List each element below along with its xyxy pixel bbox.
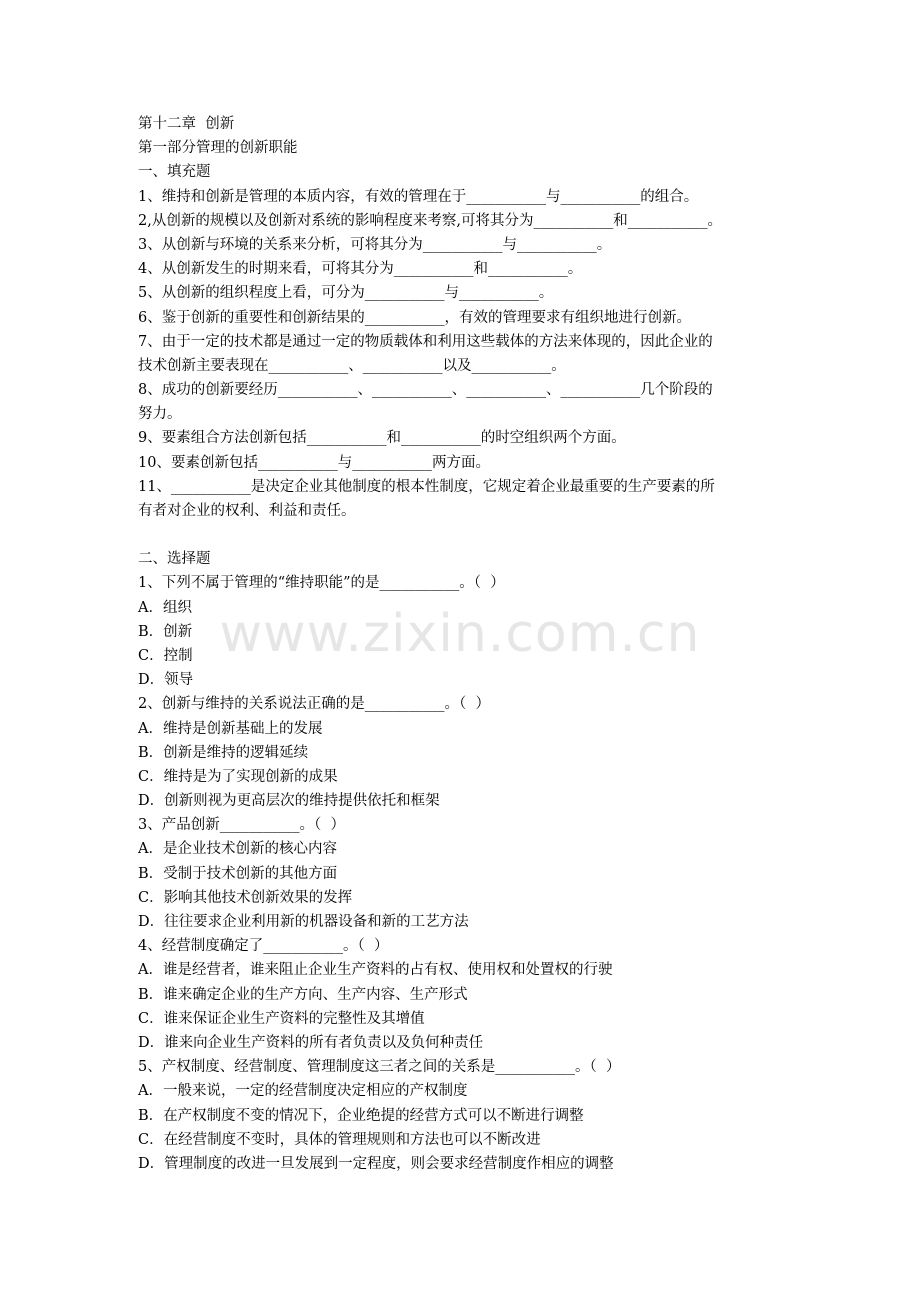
fill-question-7-line-1: 7、由于一定的技术都是通过一定的物质载体和利用这些载体的方法来体现的，因此企业的 — [138, 333, 713, 350]
choice-section-heading: 二、选择题 — [138, 551, 211, 568]
choice-option: A．维持是创新基础上的发展 — [138, 720, 323, 737]
choice-question-4: 4、经营制度确定了___________。（ ） — [138, 938, 389, 955]
choice-option: C．控制 — [138, 647, 193, 664]
choice-option: D．往往要求企业利用新的机器设备和新的工艺方法 — [138, 914, 469, 930]
fill-question-10: 10、要素创新包括___________与___________两方面。 — [138, 454, 490, 471]
fill-question-1: 1、维持和创新是管理的本质内容，有效的管理在于___________与___________的组合。 — [138, 188, 699, 205]
fill-question-9: 9、要素组合方法创新包括___________和___________的时空组织两个方面。 — [138, 430, 626, 447]
fill-question-7-line-2: 技术创新主要表现在___________、___________以及___________。 — [138, 357, 566, 374]
choice-question-5: 5、产权制度、经营制度、管理制度这三者之间的关系是___________。（ ） — [138, 1059, 621, 1076]
choice-option: A．是企业技术创新的核心内容 — [138, 841, 337, 858]
watermark: www.zixin.com.cn — [219, 604, 701, 664]
fill-question-11-line-2: 有者对企业的权利、利益和责任。 — [138, 503, 356, 519]
choice-option: B．创新 — [138, 623, 193, 640]
fill-question-3: 3、从创新与环境的关系来分析，可将其分为___________与___________。 — [138, 236, 612, 253]
fill-question-4: 4、从创新发生的时期来看，可将其分为___________和___________。 — [138, 261, 583, 278]
fill-section-heading: 一、填充题 — [138, 164, 211, 181]
chapter-title: 第十二章 创新 — [138, 116, 235, 132]
fill-question-11-line-1: 11、___________是决定企业其他制度的根本性制度，它规定着企业最重要的生产要素的所 — [138, 478, 715, 495]
document-body — [138, 112, 798, 1176]
choice-option: D．管理制度的改进一旦发展到一定程度，则会要求经营制度作相应的调整 — [138, 1155, 614, 1172]
fill-question-6: 6、鉴于创新的重要性和创新结果的___________，有效的管理要求有组织地进行创新。 — [138, 309, 691, 326]
choice-option: A．组织 — [138, 599, 192, 616]
choice-option: B．受制于技术创新的其他方面 — [138, 865, 338, 882]
choice-option: D．谁来向企业生产资料的所有者负责以及负何种责任 — [138, 1034, 484, 1051]
choice-option: C．影响其他技术创新效果的发挥 — [138, 889, 353, 906]
choice-question-1: 1、下列不属于管理的“维持职能”的是___________。（ ） — [138, 575, 505, 592]
choice-option: C．谁来保证企业生产资料的完整性及其增值 — [138, 1010, 425, 1027]
choice-option: C．维持是为了实现创新的成果 — [138, 768, 338, 785]
choice-option: B．创新是维持的逻辑延续 — [138, 744, 309, 761]
choice-option: A．一般来说，一定的经营制度决定相应的产权制度 — [138, 1083, 468, 1100]
choice-question-2: 2、创新与维持的关系说法正确的是___________。（ ） — [138, 696, 490, 713]
choice-option: B．谁来确定企业的生产方向、生产内容、生产形式 — [138, 986, 468, 1003]
choice-option: C．在经营制度不变时，具体的管理规则和方法也可以不断改进 — [138, 1131, 541, 1148]
fill-question-8-line-2: 努力。 — [138, 406, 182, 423]
section-spacer — [138, 523, 798, 547]
choice-option: D．创新则视为更高层次的维持提供依托和框架 — [138, 793, 440, 810]
choice-option: B．在产权制度不变的情况下，企业绝提的经营方式可以不断进行调整 — [138, 1107, 584, 1124]
choice-option: D．领导 — [138, 672, 194, 689]
choice-question-3: 3、产品创新___________。（ ） — [138, 817, 345, 834]
fill-question-8-line-1: 8、成功的创新要经历___________、___________、___________、___________几个阶段的 — [138, 382, 713, 399]
fill-question-2: 2,从创新的规模以及创新对系统的影响程度来考察,可将其分为___________和___________。 — [138, 212, 722, 229]
choice-option: A．谁是经营者，谁来阻止企业生产资料的占有权、使用权和处置权的行驶 — [138, 962, 613, 979]
fill-question-5: 5、从创新的组织程度上看，可分为___________与___________。 — [138, 285, 554, 302]
part-title: 第一部分管理的创新职能 — [138, 140, 298, 157]
